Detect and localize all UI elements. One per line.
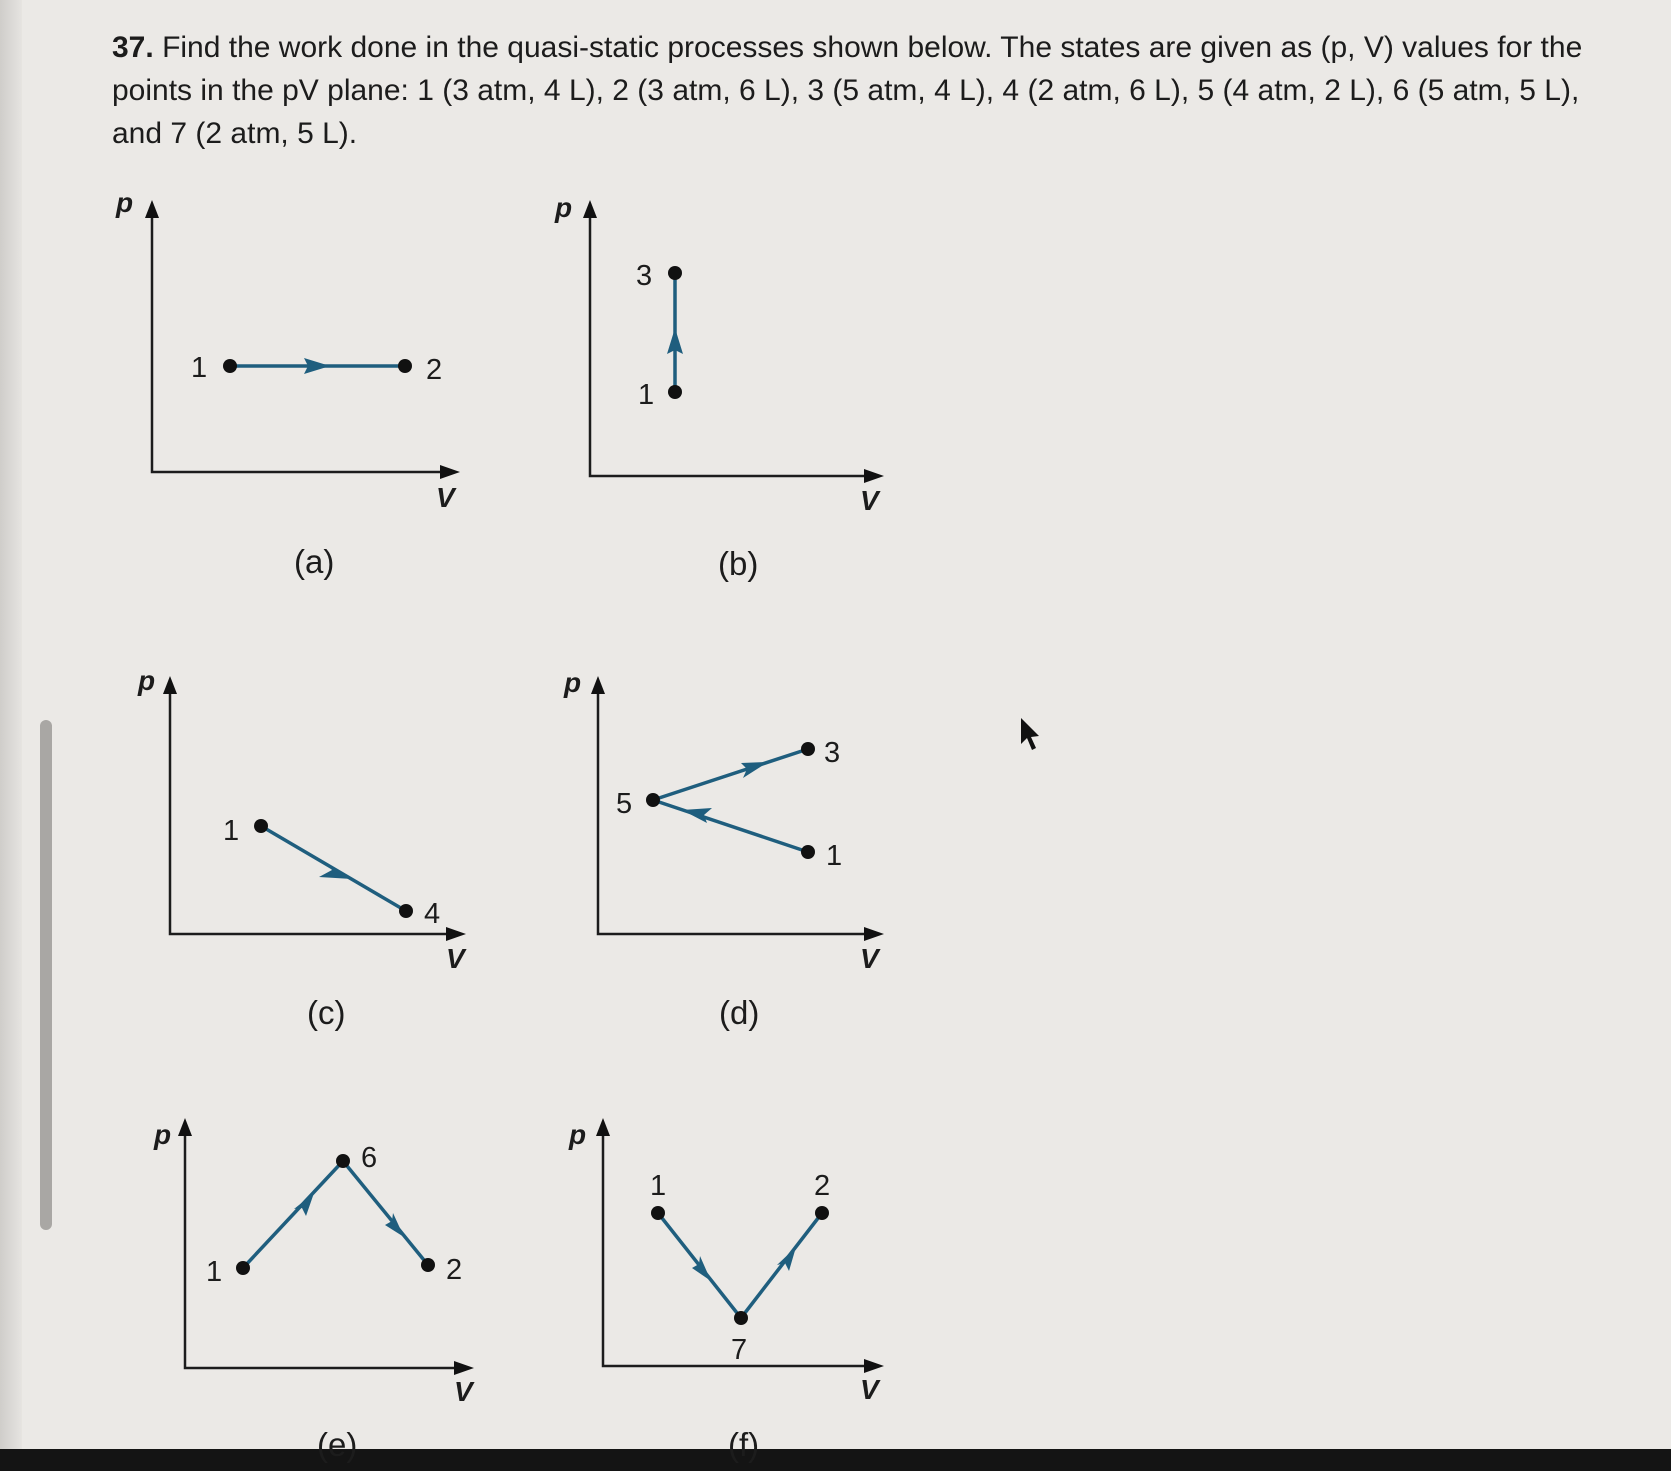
panel-f [568, 1118, 884, 1463]
p-axis-arrow-icon [583, 200, 597, 218]
problem-text: Find the work done in the quasi-static processes shown below. The states are given as (p, V) values for the points in the pV plane: 1 (3 atm, 4 L), 2 (3 atm, 6 L), 3 (5 atm, 4 L), 4 (2 atm, 6 L), 5 (4 atm, 2 L), 6 (5 atm, 5 L), and 7 (2 atm, 5 L). [112, 31, 1583, 150]
point-label: 6 [361, 1142, 378, 1174]
panel-caption: (c) [307, 994, 346, 1031]
p-axis-label: p [569, 1119, 587, 1150]
panel-f-axes [603, 1132, 878, 1366]
state-point-1 [668, 385, 682, 399]
panel-b-axes [590, 215, 878, 476]
p-axis-label: p [154, 1119, 172, 1150]
direction-arrow-icon [319, 863, 352, 879]
point-label: 1 [223, 815, 240, 847]
v-axis-label: V [436, 482, 455, 513]
point-label: 7 [731, 1334, 748, 1366]
panel-d-axes [598, 690, 878, 934]
panel-e [153, 1118, 475, 1463]
v-axis-label: V [860, 1374, 879, 1405]
panel-d [563, 667, 884, 1031]
state-point-1 [651, 1206, 665, 1220]
point-label: 1 [826, 840, 843, 872]
v-axis-label: V [860, 943, 879, 974]
state-point-3 [801, 742, 815, 756]
state-point-1 [801, 845, 815, 859]
v-axis-label: V [454, 1376, 473, 1407]
p-axis-arrow-icon [145, 200, 159, 218]
point-label: 1 [191, 352, 208, 384]
panel-caption: (f) [728, 1426, 760, 1463]
point-label: 3 [636, 260, 653, 292]
panel-caption: (e) [317, 1426, 358, 1463]
state-point-2 [421, 1258, 435, 1272]
p-axis-label: p [555, 192, 573, 223]
panel-caption: (d) [719, 994, 760, 1031]
panel-e-axes [185, 1132, 468, 1368]
p-axis-arrow-icon [596, 1118, 610, 1136]
state-point-1 [236, 1261, 250, 1275]
point-label: 4 [424, 898, 441, 930]
panel-b [554, 192, 884, 582]
p-axis-label: p [564, 667, 582, 698]
v-axis-arrow-icon [864, 469, 884, 483]
point-label: 1 [206, 1256, 223, 1288]
panel-a [115, 187, 460, 580]
mouse-cursor-icon [1021, 718, 1039, 750]
state-point-3 [668, 266, 682, 280]
direction-arrow-icon [682, 808, 712, 823]
state-point-1 [223, 359, 237, 373]
v-axis-arrow-icon [440, 465, 460, 479]
point-label: 2 [446, 1254, 463, 1286]
process-line-5-3 [653, 749, 808, 800]
point-label: 2 [426, 354, 443, 386]
point-label: 2 [814, 1170, 831, 1202]
v-axis-label: V [446, 943, 465, 974]
v-axis-arrow-icon [446, 927, 466, 941]
point-label: 1 [650, 1170, 667, 1202]
process-line-6-2 [343, 1161, 428, 1265]
v-axis-arrow-icon [864, 1359, 884, 1373]
state-point-2 [815, 1206, 829, 1220]
state-point-7 [734, 1311, 748, 1325]
state-point-1 [254, 819, 268, 833]
point-label: 5 [616, 788, 633, 820]
panel-a-axes [152, 215, 455, 472]
problem-number: 37. [112, 31, 154, 64]
panel-caption: (b) [718, 545, 759, 582]
p-axis-arrow-icon [591, 676, 605, 694]
v-axis-arrow-icon [454, 1361, 474, 1375]
process-line-1-5 [653, 800, 808, 852]
point-label: 1 [638, 379, 655, 411]
state-point-6 [336, 1154, 350, 1168]
p-axis-arrow-icon [163, 676, 177, 694]
state-point-4 [399, 904, 413, 918]
panel-c [137, 665, 467, 1031]
point-label: 3 [824, 737, 841, 769]
panel-c-axes [170, 690, 460, 934]
state-point-2 [398, 359, 412, 373]
v-axis-arrow-icon [864, 927, 884, 941]
panel-caption: (a) [294, 543, 335, 580]
process-line-7-2 [741, 1213, 822, 1318]
p-axis-arrow-icon [178, 1118, 192, 1136]
state-point-5 [646, 793, 660, 807]
v-axis-label: V [860, 485, 879, 516]
process-line-1-6 [243, 1161, 343, 1268]
p-axis-label: p [138, 665, 156, 696]
p-axis-label: p [116, 187, 134, 218]
